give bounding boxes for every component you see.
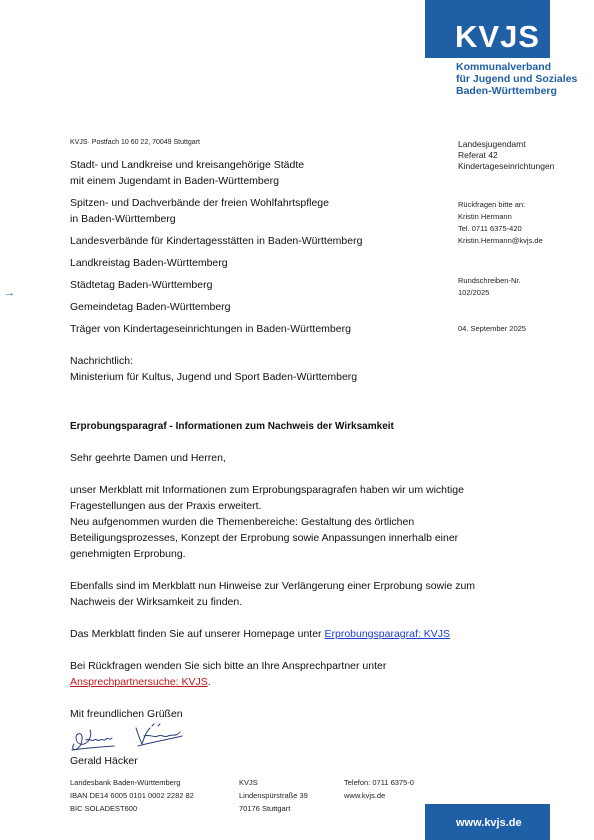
sidebar-dept-3: Kindertageseinrichtungen	[458, 161, 555, 171]
footer-phone: Telefon: 0711 6375-0	[344, 778, 414, 787]
footer-org: KVJS	[239, 778, 258, 787]
p1-line-4: Beteiligungsprozesses, Konzept der Erprobung sowie Anpassungen innerhalb einer	[70, 532, 459, 544]
fold-mark-arrow-icon: →	[4, 287, 15, 299]
cc-recipient: Ministerium für Kultus, Jugend und Sport Baden-Württemberg	[70, 371, 358, 383]
sidebar-dept-2: Referat 42	[458, 150, 498, 160]
cc-label: Nachrichtlich:	[70, 355, 134, 367]
closing: Mit freundlichen Grüßen	[70, 708, 183, 720]
footer-bank-name: Landesbank Baden-Württemberg	[70, 778, 181, 787]
sidebar-circular-label: Rundschreiben-Nr.	[458, 276, 521, 285]
letter-subject: Erprobungsparagraf - Informationen zum Nachweis der Wirksamkeit	[70, 421, 394, 432]
homepage-link[interactable]: Erprobungsparagraf: KVJS	[324, 628, 450, 640]
sender-line: KVJS· Postfach 10 60 22, 70049 Stuttgart	[70, 139, 200, 146]
addressee-4: in Baden-Württemberg	[70, 213, 176, 225]
addressee-6: Landkreistag Baden-Württemberg	[70, 257, 228, 269]
sidebar-contact-email[interactable]: Kristin.Hermann@kvjs.de	[458, 236, 543, 245]
signature-image	[66, 720, 188, 756]
p4-line-1: Bei Rückfragen wenden Sie sich bitte an Ihre Ansprechpartner unter	[70, 660, 387, 672]
sidebar-circular-no: 102/2025	[458, 288, 490, 297]
footer-bic: BIC SOLADEST600	[70, 804, 138, 813]
logo-text: KVJS	[455, 19, 540, 54]
contact-search-link[interactable]: Ansprechpartnersuche: KVJS	[70, 676, 208, 688]
p2-line-1: Ebenfalls sind im Merkblatt nun Hinweise zur Verlängerung einer Erprobung sowie zum	[70, 580, 476, 592]
footer-url-badge[interactable]: www.kvjs.de	[456, 817, 522, 829]
sidebar-date: 04. September 2025	[458, 324, 526, 333]
footer-street: Lindenspürstraße 39	[239, 791, 308, 800]
p3-line	[70, 626, 450, 642]
addressee-7: Städtetag Baden-Württemberg	[70, 279, 213, 291]
addressee-8: Gemeindetag Baden-Württemberg	[70, 301, 231, 313]
addressee-9: Träger von Kindertageseinrichtungen in Baden-Württemberg	[70, 323, 351, 335]
footer-city: 70176 Stuttgart	[239, 804, 291, 813]
addressee-5: Landesverbände für Kindertagesstätten in Baden-Württemberg	[70, 235, 363, 247]
sidebar-dept-1: Landesjugendamt	[458, 139, 526, 149]
p4-suffix: .	[207, 676, 211, 688]
footer-web[interactable]: www.kvjs.de	[344, 791, 386, 800]
p1-line-1: unser Merkblatt mit Informationen zum Erprobungsparagrafen haben wir um wichtige	[70, 484, 464, 496]
addressee-1: Stadt- und Landkreise und kreisangehörige Städte	[70, 159, 305, 171]
sidebar-contact-name: Kristin Hermann	[458, 212, 512, 221]
footer-iban: IBAN DE14 6005 0101 0002 2282 82	[70, 791, 194, 800]
logo-sub-line-1: Kommunalverband	[456, 61, 552, 73]
signer-name: Gerald Häcker	[70, 755, 138, 767]
sidebar-contact-label: Rückfragen bitte an:	[458, 200, 526, 209]
salutation: Sehr geehrte Damen und Herren,	[70, 452, 226, 464]
logo-sub-line-2: für Jugend und Soziales	[456, 73, 578, 85]
p1-line-3: Neu aufgenommen wurden die Themenbereiche: Gestaltung des örtlichen	[70, 516, 415, 528]
p3-prefix: Das Merkblatt finden Sie auf unserer Homepage unter	[70, 628, 325, 640]
addressee-2: mit einem Jugendamt in Baden-Württemberg	[70, 175, 279, 187]
p1-line-2: Fragestellungen aus der Praxis erweitert.	[70, 500, 262, 512]
p4-line-2	[70, 674, 211, 690]
addressee-3: Spitzen- und Dachverbände der freien Wohlfahrtspflege	[70, 197, 329, 209]
logo-sub-line-3: Baden-Württemberg	[456, 85, 557, 97]
p1-line-5: genehmigten Erprobung.	[70, 548, 186, 560]
p2-line-2: Nachweis der Wirksamkeit zu finden.	[70, 596, 243, 608]
sidebar-contact-phone: Tel. 0711 6375-420	[458, 224, 522, 233]
